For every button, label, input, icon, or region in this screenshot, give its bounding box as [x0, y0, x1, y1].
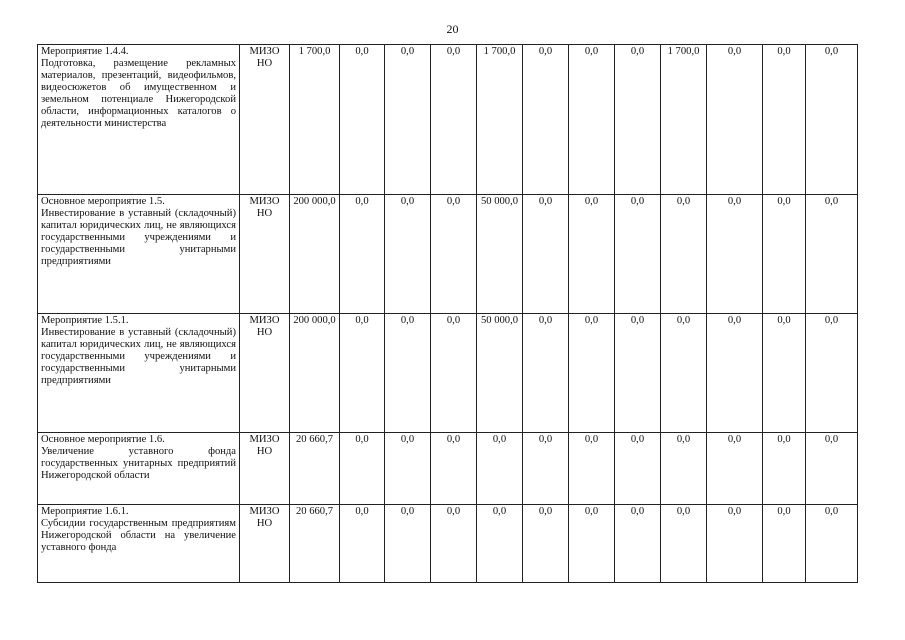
value-cell: 0,0: [477, 433, 523, 505]
value-cell: 0,0: [385, 314, 431, 433]
value-cell: 0,0: [661, 505, 707, 583]
value-cell: 0,0: [340, 433, 385, 505]
row-description: [38, 505, 240, 583]
value-cell: 0,0: [615, 45, 661, 195]
value-cell: 0,0: [615, 505, 661, 583]
value-cell: 0,0: [763, 195, 806, 314]
value-cell: 0,0: [523, 505, 569, 583]
value-cell: 0,0: [661, 314, 707, 433]
executor-cell: МИЗО НО: [240, 195, 290, 314]
value-cell: 0,0: [763, 314, 806, 433]
value-cell: 0,0: [477, 505, 523, 583]
value-cell: 0,0: [707, 314, 763, 433]
row-title: Мероприятие 1.4.4.: [41, 46, 129, 57]
value-cell: 0,0: [523, 45, 569, 195]
row-text: Инвестирование в уставный (складочный) капитал юридических лиц, не являющихся государственными учреждениями и государственными унитарными предприятиями: [41, 327, 236, 386]
value-cell: 1 700,0: [661, 45, 707, 195]
table-row: [38, 195, 858, 314]
value-cell: 0,0: [806, 505, 858, 583]
value-cell: 0,0: [569, 314, 615, 433]
value-cell: 0,0: [340, 314, 385, 433]
value-cell: 0,0: [340, 45, 385, 195]
value-cell: 0,0: [340, 505, 385, 583]
row-description: [38, 314, 240, 433]
value-cell: 1 700,0: [477, 45, 523, 195]
row-title: Основное мероприятие 1.5.: [41, 196, 165, 207]
value-cell: 0,0: [707, 433, 763, 505]
value-cell: 0,0: [431, 314, 477, 433]
value-cell: 0,0: [431, 45, 477, 195]
executor-cell: МИЗО НО: [240, 45, 290, 195]
value-cell: 200 000,0: [290, 314, 340, 433]
value-cell: 0,0: [431, 195, 477, 314]
value-cell: 0,0: [806, 314, 858, 433]
value-cell: 0,0: [431, 433, 477, 505]
row-title: Мероприятие 1.5.1.: [41, 315, 129, 326]
value-cell: 0,0: [569, 45, 615, 195]
value-cell: 0,0: [806, 45, 858, 195]
page-number: 20: [446, 22, 459, 36]
value-cell: 0,0: [523, 195, 569, 314]
executor-cell: МИЗО НО: [240, 505, 290, 583]
value-cell: 0,0: [340, 195, 385, 314]
value-cell: 0,0: [707, 505, 763, 583]
value-cell: 0,0: [385, 505, 431, 583]
value-cell: 0,0: [806, 195, 858, 314]
value-cell: 20 660,7: [290, 433, 340, 505]
value-cell: 0,0: [385, 433, 431, 505]
value-cell: 0,0: [523, 433, 569, 505]
table-row: [38, 45, 858, 195]
value-cell: 0,0: [569, 505, 615, 583]
budget-table: [37, 44, 858, 583]
table-row: [38, 314, 858, 433]
value-cell: 0,0: [385, 195, 431, 314]
value-cell: 0,0: [763, 45, 806, 195]
executor-cell: МИЗО НО: [240, 314, 290, 433]
value-cell: 0,0: [385, 45, 431, 195]
value-cell: 50 000,0: [477, 314, 523, 433]
value-cell: 0,0: [661, 195, 707, 314]
value-cell: 50 000,0: [477, 195, 523, 314]
value-cell: 0,0: [615, 433, 661, 505]
value-cell: 0,0: [569, 195, 615, 314]
value-cell: 0,0: [661, 433, 707, 505]
value-cell: 200 000,0: [290, 195, 340, 314]
value-cell: 1 700,0: [290, 45, 340, 195]
row-text: Подготовка, размещение рекламных материалов, презентаций, видеофильмов, видеосюжетов об имущественном и земельном потенциале Нижегородской области, информационных каталогов о деятельности министерства: [41, 58, 236, 129]
row-description: [38, 45, 240, 195]
value-cell: 0,0: [431, 505, 477, 583]
value-cell: 0,0: [615, 195, 661, 314]
row-title: Мероприятие 1.6.1.: [41, 506, 129, 517]
value-cell: 0,0: [707, 45, 763, 195]
row-title: Основное мероприятие 1.6.: [41, 434, 165, 445]
executor-cell: МИЗО НО: [240, 433, 290, 505]
row-text: Инвестирование в уставный (складочный) капитал юридических лиц, не являющихся государственными учреждениями и государственными унитарными предприятиями: [41, 208, 236, 267]
value-cell: 0,0: [707, 195, 763, 314]
value-cell: 20 660,7: [290, 505, 340, 583]
value-cell: 0,0: [569, 433, 615, 505]
value-cell: 0,0: [615, 314, 661, 433]
table-row: [38, 505, 858, 583]
value-cell: 0,0: [763, 505, 806, 583]
row-text: Увеличение уставного фонда государственных унитарных предприятий Нижегородской области: [41, 446, 236, 481]
row-text: Субсидии государственным предприятиям Нижегородской области на увеличение уставного фонда: [41, 518, 236, 553]
value-cell: 0,0: [763, 433, 806, 505]
value-cell: 0,0: [806, 433, 858, 505]
row-description: [38, 433, 240, 505]
row-description: [38, 195, 240, 314]
value-cell: 0,0: [523, 314, 569, 433]
table-row: [38, 433, 858, 505]
